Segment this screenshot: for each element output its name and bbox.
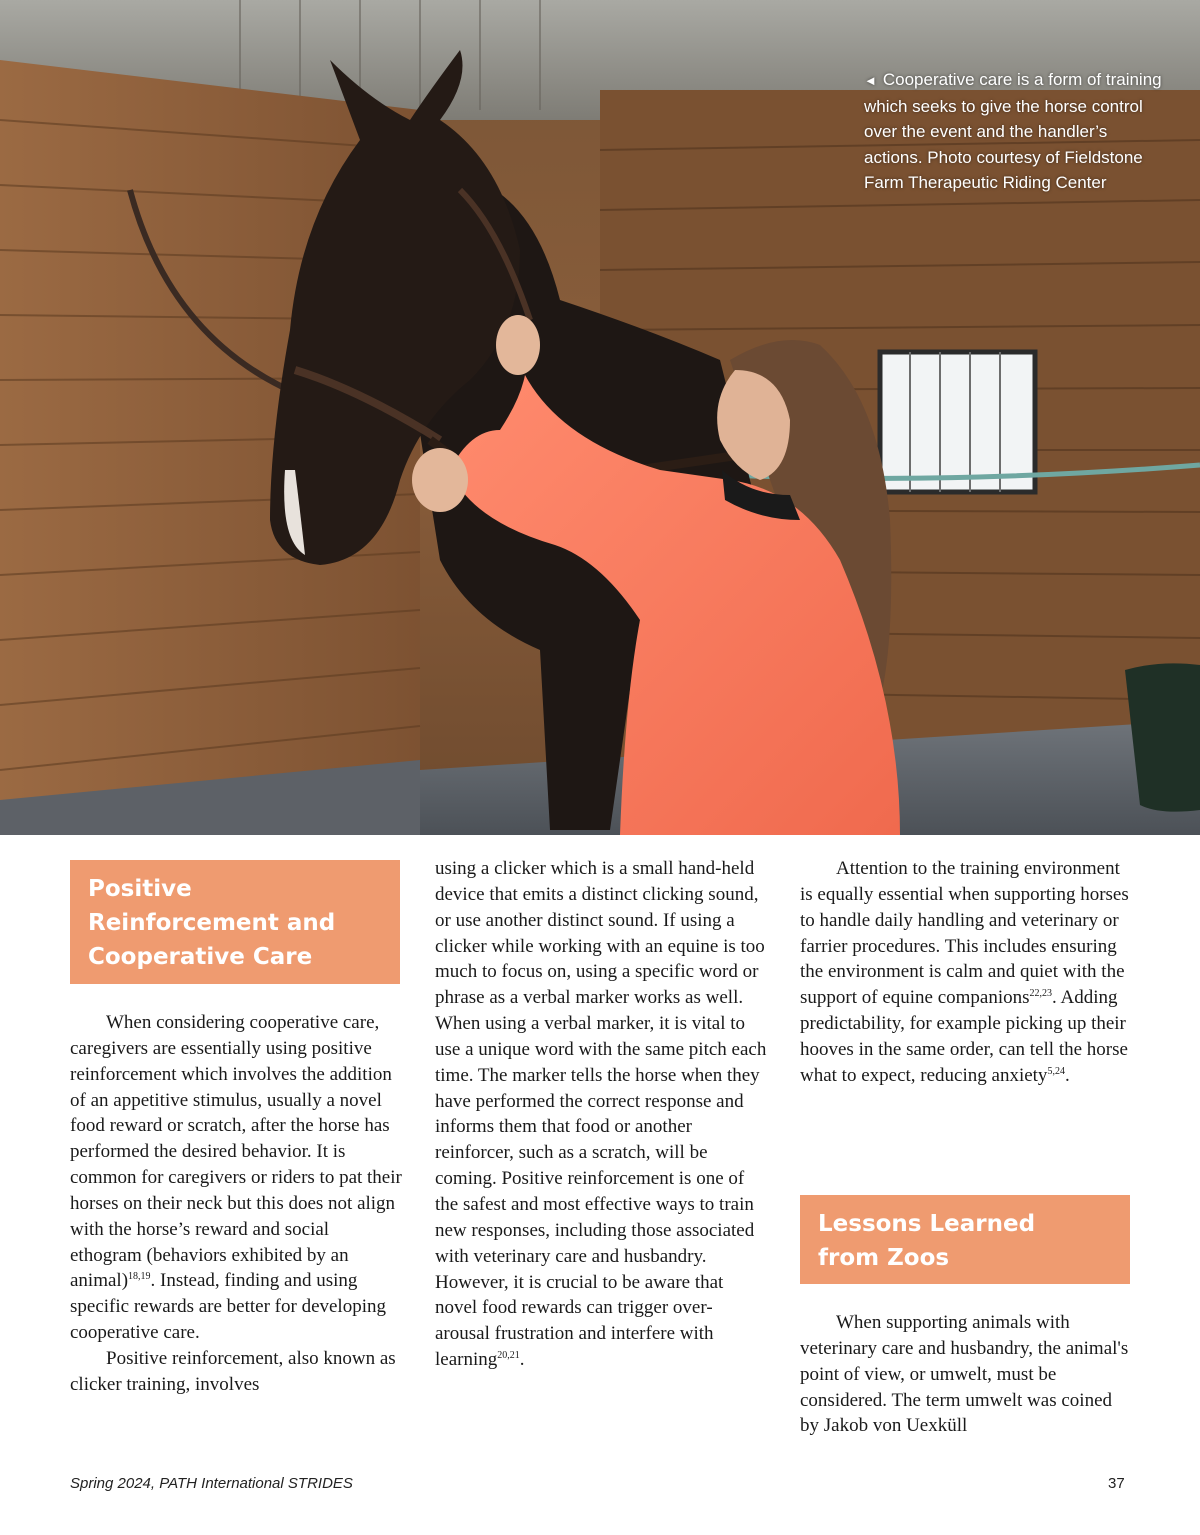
heading-line: Lessons Learned (818, 1211, 1036, 1237)
text-run: . Adding predictability, for example picking up their hooves in the same order, can tell the horse what to expect, reducing anxiety (800, 987, 1128, 1086)
text-run: . (519, 1349, 525, 1371)
text-run: . (1064, 1064, 1070, 1086)
citation: 18,19 (128, 1271, 151, 1283)
citation: 22,23 (1029, 988, 1053, 1000)
paragraph (70, 1010, 402, 1346)
paragraph (435, 856, 767, 1373)
heading-line: Cooperative Care (88, 944, 313, 970)
paragraph (800, 856, 1132, 1089)
text-run: When considering cooperative care, caregivers are essentially using positive reinforcement which involves the addition of an appetitive stimulus, usually a novel food reward or scratch, after the horse has performed the desired behavior. It is common for caregivers or riders to pat their horses on their neck but this does not align with the horse’s reward and social ethogram (behaviors exhibited by an animal) (70, 1012, 402, 1292)
citation: 5,24 (1047, 1065, 1065, 1077)
caption-text: Cooperative care is a form of training which seeks to give the horse control over the event and the handler’s actions. Photo courtesy of Fieldstone Farm Therapeutic Riding Center (864, 70, 1162, 192)
photo-caption (864, 67, 1164, 196)
body-column-2 (435, 856, 767, 1373)
paragraph: Positive reinforcement, also known as clicker training, involves (70, 1347, 396, 1395)
body-column-1 (70, 1010, 402, 1398)
section-heading-lessons-from-zoos (800, 1195, 1130, 1284)
body-column-3 (800, 856, 1132, 1089)
text-run: Attention to the training environment is equally essential when supporting horses to handle daily handling and veterinary or farrier procedures. This includes ensuring the environment is calm and quiet with the support of equine companions (800, 858, 1129, 1009)
text-run: using a clicker which is a small hand-held device that emits a distinct clicking sound, or use another distinct sound. If using a clicker while working with an equine is too much to focus on, using a specific word or phrase as a verbal marker works as well. When using a verbal marker, it is vital to use a unique word with the same pitch each time. The marker tells the horse when they have performed the correct response and informs them that food or another reinforcer, such as a scratch, will be coming. Positive reinforcement is one of the safest and most effective ways to train new responses, including those associated with veterinary care and husbandry. However, it is crucial to be aware that novel food rewards can trigger over-arousal frustration and interfere with learning (435, 858, 767, 1371)
text-run: . Instead, finding and using specific rewards are better for developing cooperative care. (70, 1270, 386, 1344)
body-column-3-continued (800, 1310, 1132, 1439)
paragraph: When supporting animals with veterinary care and husbandry, the animal's point of view, or umwelt, must be considered. The term umwelt was coined by Jakob von Uexküll (800, 1312, 1129, 1437)
footer-issue: Spring 2024, PATH International STRIDES (70, 1475, 353, 1492)
heading-line: from Zoos (818, 1245, 950, 1271)
page-number: 37 (1108, 1475, 1125, 1492)
caption-arrow-icon: ◄ (864, 73, 877, 88)
heading-line: Positive (88, 876, 192, 902)
citation: 20,21 (497, 1350, 520, 1362)
heading-line: Reinforcement and (88, 910, 336, 936)
section-heading-positive-reinforcement (70, 860, 400, 984)
